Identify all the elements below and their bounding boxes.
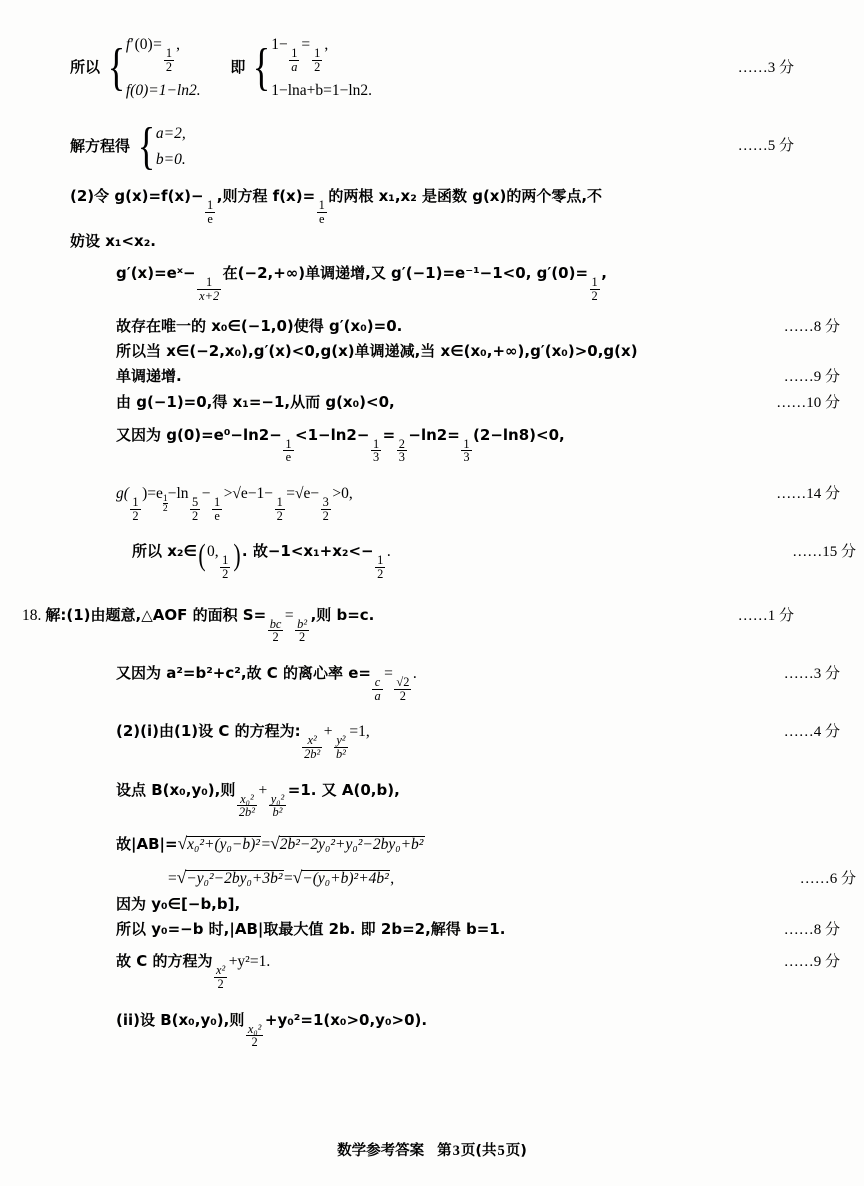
equation-system-3 [134,117,186,175]
score-marker: ……3 分 [783,665,840,682]
footer-title: 数学参考答案 [337,1143,425,1159]
text-p18-c: ,则 b=c. [310,605,375,624]
problem-number: 18. [22,606,42,624]
line-part2-intro: (2)令 g(x)=f(x)− $\frac{1}{e}$ ,则方程 f(x)= $\frac{1}{e}$ 的两根 x₁,x₂ 是函数 g(x)的两个零点,不 [70,187,603,226]
text-part2-c: 的两根 x₁,x₂ 是函数 g(x)的两个零点,不 [328,187,603,206]
line-problem-18: 18. 解:(1)由题意,△AOF 的面积 S= $\frac{bc}{2}$ = $\frac{\text{b²}}{2}$ ,则 b=c. ……1 分 [22,605,794,645]
score-marker: ……5 分 [737,138,794,155]
text-abs-c: , [390,870,395,888]
text-ghalf-f: =√e− [286,484,320,502]
system3-row2: b=0. [155,150,186,168]
text-g0-b: <1−ln2− [295,425,370,444]
line-ab-simplify [70,869,856,888]
text-part2-b: ,则方程 f(x)= [216,187,316,206]
left-brace-icon: { [137,117,156,175]
line-eccentricity: 又因为 a²=b²+c²,故 C 的离心率 e= $\frac{c}{a}$ = $\frac{√2}{2}$ . ……3 分 [116,663,840,703]
score-marker: ……8 分 [783,318,840,335]
line-solve-system [70,117,794,175]
score-marker: ……9 分 [783,954,840,971]
sqrt-expression-3: √−y₀²−2by₀+3b² [176,868,283,888]
lead-label-ji: 即 [230,57,246,76]
text-p2ii-b: +y₀²=1(x₀>0,y₀>0). [264,1010,428,1029]
text-p2i-b: + [323,723,333,741]
text-x2-a: 所以 x₂∈ [132,542,197,561]
text-p18-b: = [284,606,294,624]
footer-page-suffix: 页) [505,1143,527,1159]
score-marker: ……3 分 [737,59,794,76]
equation-system-1 [104,32,201,105]
text-fe-a: 故 C 的方程为 [116,952,213,971]
system2-row1: 1− $\frac{1}{a}$ = $\frac{1}{2}$ , [271,36,329,74]
line-derivative: g′(x)=eˣ− $\frac{1}{x+2}$ 在(−2,+∞)单调递增,又 g′(−1)=e⁻¹−1<0, g′(0)= $\frac{1}{2}$ , [116,264,607,303]
text-ghalf-g: >0, [332,484,353,502]
text-ecc-a: 又因为 a²=b²+c²,故 C 的离心率 e= [116,663,371,682]
text-abs-b: = [284,870,293,888]
text-fe-b: +y²=1. [228,953,271,971]
footer-page-number: 3 [452,1143,460,1159]
text-x2-c: . [386,543,391,561]
line-system-conditions [70,32,794,105]
text-p2ii-a: (ii)设 B(x₀,y₀),则 [116,1010,245,1029]
footer-page-prefix: 第 [437,1143,452,1159]
line-part2ii: (ii)设 B(x₀,y₀),则 $\frac{\text{x₀²}}{2}$ +y₀²=1(x₀>0,y₀>0). [116,1010,428,1050]
line-ab-length [70,835,840,853]
left-brace-icon: { [107,38,126,96]
line-g-half: g( $\frac{1}{2}$ )=e $\frac{1}{2}$ −ln $\frac{5}{2}$ − $\frac{1}{e}$ >√e−1− $\frac{1}{2}$ =√e− $\frac{3}{2}$ >0, ……14 分 [116,484,840,523]
text-y0-range: 因为 y₀∈[−b,b], [116,894,241,913]
text-p2i-a: (2)(i)由(1)设 C 的方程为: [116,722,301,741]
text-ghalf-d: − [201,484,211,502]
text-root-x1: 由 g(−1)=0,得 x₁=−1,从而 g(x₀)<0, [116,392,395,411]
score-marker: ……10 分 [776,394,840,411]
text-ab-a: 故|AB|= [116,834,178,853]
document-body [22,32,856,1050]
sqrt-expression-2: √2b²−2y₀²+y₀²−2by₀+b² [270,833,424,853]
text-deriv-c: , [601,264,607,283]
line-final-equation: 故 C 的方程为 $\frac{\text{x²}}{2}$ +y²=1. ……9 分 [116,952,840,992]
text-monotonic: 所以当 x∈(−2,x₀),g′(x)<0,g(x)单调递减,当 x∈(x₀,+∞),g′(x₀)>0,g(x) [116,342,638,361]
sqrt-expression-1: √x₀²+(y₀−b)² [177,833,260,853]
text-part2-a: (2)令 g(x)=f(x)− [70,187,204,206]
text-abs-a: = [168,870,177,888]
system1-row1: f′(0)= $\frac{1}{2}$ , [125,36,180,74]
page-footer [0,1139,864,1160]
text-g0-c: = [382,425,396,444]
text-increasing: 单调递增. [116,367,182,386]
line-increasing [70,369,840,386]
line-unique-root [70,316,840,336]
score-marker: ……1 分 [737,607,794,624]
line-part2-intro-cont [70,234,794,250]
text-g0-a: 又因为 g(0)=e⁰−ln2− [116,425,282,444]
lead-label-solve: 解方程得 [70,136,131,155]
line-monotonic [70,344,840,360]
text-g0-d: −ln2= [408,425,460,444]
score-marker: ……6 分 [799,871,856,888]
radical-sign-icon: √ [177,833,188,853]
line-point-b: 设点 B(x₀,y₀),则 $\frac{\text{x₀²}}{\text{2b²}}$ + $\frac{\text{y₀²}}{\text{b²}}$ =1. 又 A(0,b), [116,780,400,820]
text-pb-c: =1. 又 A(0,b), [287,780,400,799]
radical-sign-icon: √ [176,868,187,888]
score-marker: ……8 分 [783,921,840,938]
text-ghalf-c: −ln [167,484,189,502]
radical-sign-icon: √ [270,833,280,853]
text-ghalf-b: )=e [142,484,163,502]
text-ecc-c: . [412,664,417,682]
line-x2-range: 所以 x₂∈(0, $\frac{1}{2}$ ). 故−1<x₁+x₂<− $\frac{1}{2}$ . ……15 分 [132,538,856,581]
footer-page-middle: 页(共 [460,1143,497,1159]
open-paren-icon: ( [198,538,206,573]
text-unique-root: 故存在唯一的 x₀∈(−1,0)使得 g′(x₀)=0. [116,316,403,335]
text-ghalf-e: >√e−1− [223,484,274,502]
lead-label-suoyi: 所以 [70,57,101,76]
score-marker: ……14 分 [776,485,840,502]
text-x2-inner: 0, [207,543,219,561]
radical-sign-icon: √ [292,868,303,888]
score-marker: ……15 分 [792,544,856,561]
text-max-ab: 所以 y₀=−b 时,|AB|取最大值 2b. 即 2b=2,解得 b=1. [116,919,506,938]
text-pb-b: + [258,781,268,799]
text-ghalf-a: g( [116,484,129,502]
line-root-x1 [70,392,840,412]
score-marker: ……9 分 [783,369,840,386]
text-part2-d: 妨设 x₁<x₂. [70,232,156,251]
system1-row2: f(0)=1−ln2. [125,82,201,100]
score-marker: ……4 分 [783,724,840,741]
system2-row2: 1−lna+b=1−ln2. [271,82,373,100]
sqrt-expression-4: √−(y₀+b)²+4b² [292,868,389,888]
line-y0-range [70,894,840,913]
close-paren-icon: ) [233,538,241,573]
text-deriv-a: g′(x)=eˣ− [116,264,196,283]
left-brace-icon: { [252,38,271,96]
text-ab-b: = [261,835,271,853]
footer-total-pages: 5 [497,1143,505,1159]
equation-system-2 [249,32,372,105]
system3-row1: a=2, [155,124,186,142]
text-g0-e: (2−ln8)<0, [473,425,565,444]
text-x2-b: . 故−1<x₁+x₂<− [241,542,374,561]
line-max-ab [70,919,840,939]
text-p18-a: 解:(1)由题意,△AOF 的面积 S= [45,605,267,624]
line-g0-estimate: 又因为 g(0)=e⁰−ln2− $\frac{1}{e}$ <1−ln2− $\frac{1}{3}$ = $\frac{2}{3}$ −ln2= $\frac{1}{3}$ (2−ln8)<0, [116,425,565,465]
text-deriv-b: 在(−2,+∞)单调递增,又 g′(−1)=e⁻¹−1<0, g′(0)= [222,264,589,283]
text-p2i-c: =1, [349,723,370,741]
text-pb-a: 设点 B(x₀,y₀),则 [116,780,236,799]
line-part2i-equation: (2)(i)由(1)设 C 的方程为: $\frac{\text{x²}}{\text{2b²}}$ + $\frac{\text{y²}}{\text{b²}}$ =1, ……4 分 [116,722,840,761]
text-ecc-b: = [384,664,393,682]
